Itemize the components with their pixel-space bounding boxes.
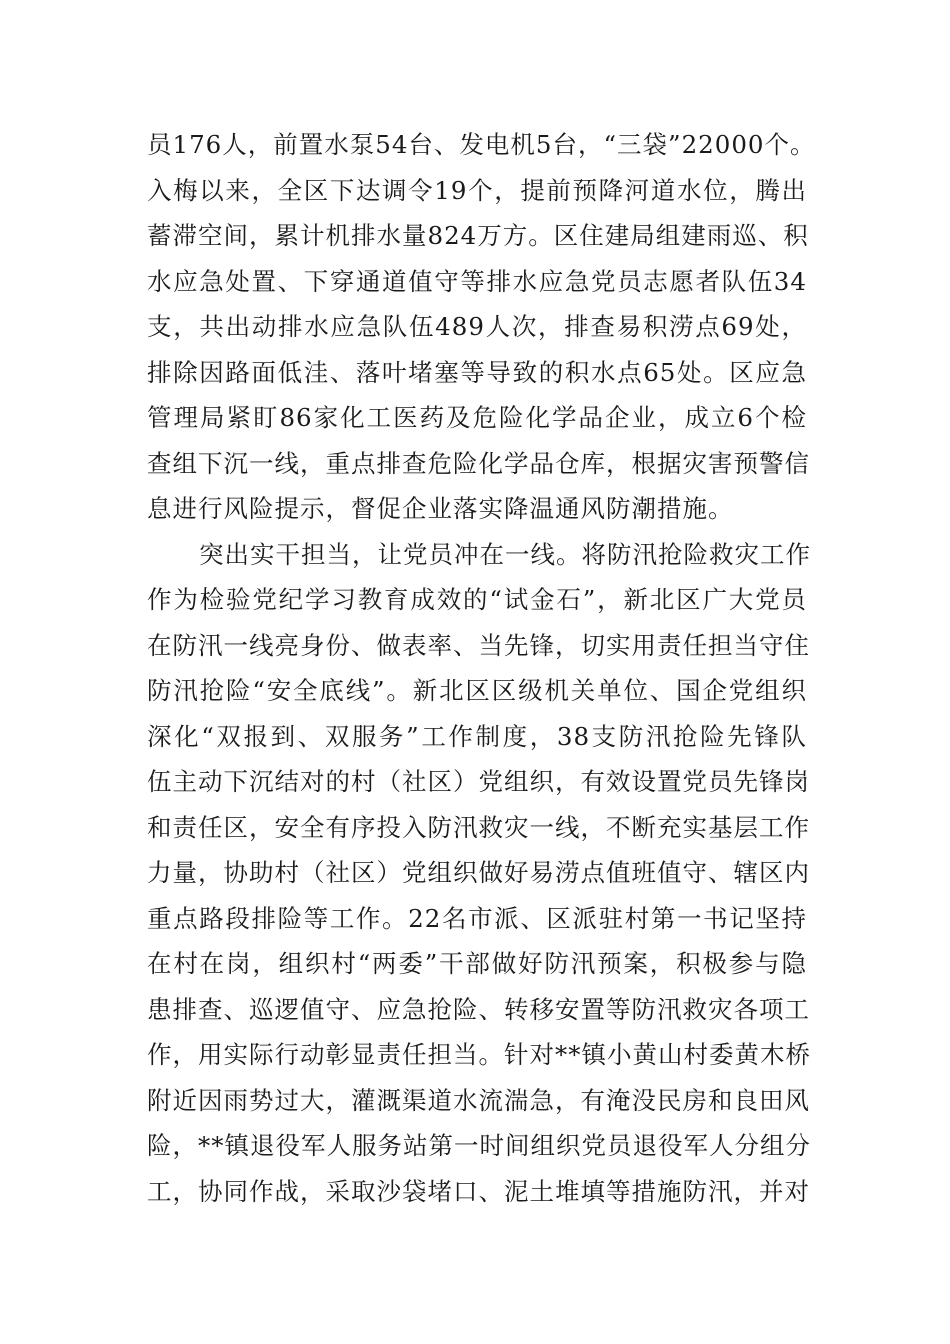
text-line: 在防汛一线亮身份、做表率、当先锋，切实用责任担当守住 <box>147 630 810 660</box>
text-line: 水应急处置、下穿通道值守等排水应急党员志愿者队伍34 <box>147 266 807 296</box>
text-line: 息进行风险提示，督促企业落实降温通风防潮措施。 <box>147 494 734 523</box>
text-line: 在村在岗，组织村“两委”干部做好防汛预案，积极参与隐 <box>147 949 807 978</box>
body-text <box>147 122 816 1214</box>
text-line: 工，协同作战，采取沙袋堵口、泥土堆填等措施防汛，并对 <box>147 1176 810 1206</box>
text-line: 险，**镇退役军人服务站第一时间组织党员退役军人分组分 <box>147 1131 811 1160</box>
text-line: 查组下沉一线，重点排查危险化学品仓库，根据灾害预警信 <box>147 448 810 478</box>
text-line: 伍主动下沉结对的村（社区）党组织，有效设置党员先锋岗 <box>147 767 810 796</box>
text-line: 管理局紧盯86家化工医药及危险化学品企业，成立6个检 <box>147 403 807 432</box>
text-line: 和责任区，安全有序投入防汛救灾一线，不断充实基层工作 <box>147 812 810 842</box>
text-line: 排除因路面低洼、落叶堵塞等导致的积水点65处。区应急 <box>147 357 807 387</box>
paragraph-2 <box>147 532 811 1215</box>
text-line: 入梅以来，全区下达调令19个，提前预降河道水位，腾出 <box>147 175 807 205</box>
paragraph-1 <box>147 122 816 532</box>
text-line: 防汛抢险“安全底线”。新北区区级机关单位、国企党组织 <box>147 676 807 705</box>
text-line: 深化“双报到、双服务”工作制度，38支防汛抢险先锋队 <box>147 721 807 751</box>
text-line: 作为检验党纪学习教育成效的“试金石”，新北区广大党员 <box>147 585 807 614</box>
text-line: 突出实干担当，让党员冲在一线。将防汛抢险救灾工作 <box>199 539 811 569</box>
text-line: 支，共出动排水应急队伍489人次，排查易积涝点69处， <box>147 312 807 341</box>
text-line: 作，用实际行动彰显责任担当。针对**镇小黄山村委黄木桥 <box>147 1040 811 1069</box>
text-line: 患排查、巡逻值守、应急抢险、转移安置等防汛救灾各项工 <box>147 994 810 1024</box>
text-line: 力量，协助村（社区）党组织做好易涝点值班值守、辖区内 <box>147 858 810 887</box>
text-line: 重点路段排险等工作。22名市派、区派驻村第一书记坚持 <box>147 903 807 933</box>
text-line: 员176人，前置水泵54台、发电机5台，“三袋”22000个。 <box>147 130 816 159</box>
text-line: 附近因雨势过大，灌溉渠道水流湍急，有淹没民房和良田风 <box>147 1085 810 1115</box>
text-line: 蓄滞空间，累计机排水量824万方。区住建局组建雨巡、积 <box>147 221 809 250</box>
